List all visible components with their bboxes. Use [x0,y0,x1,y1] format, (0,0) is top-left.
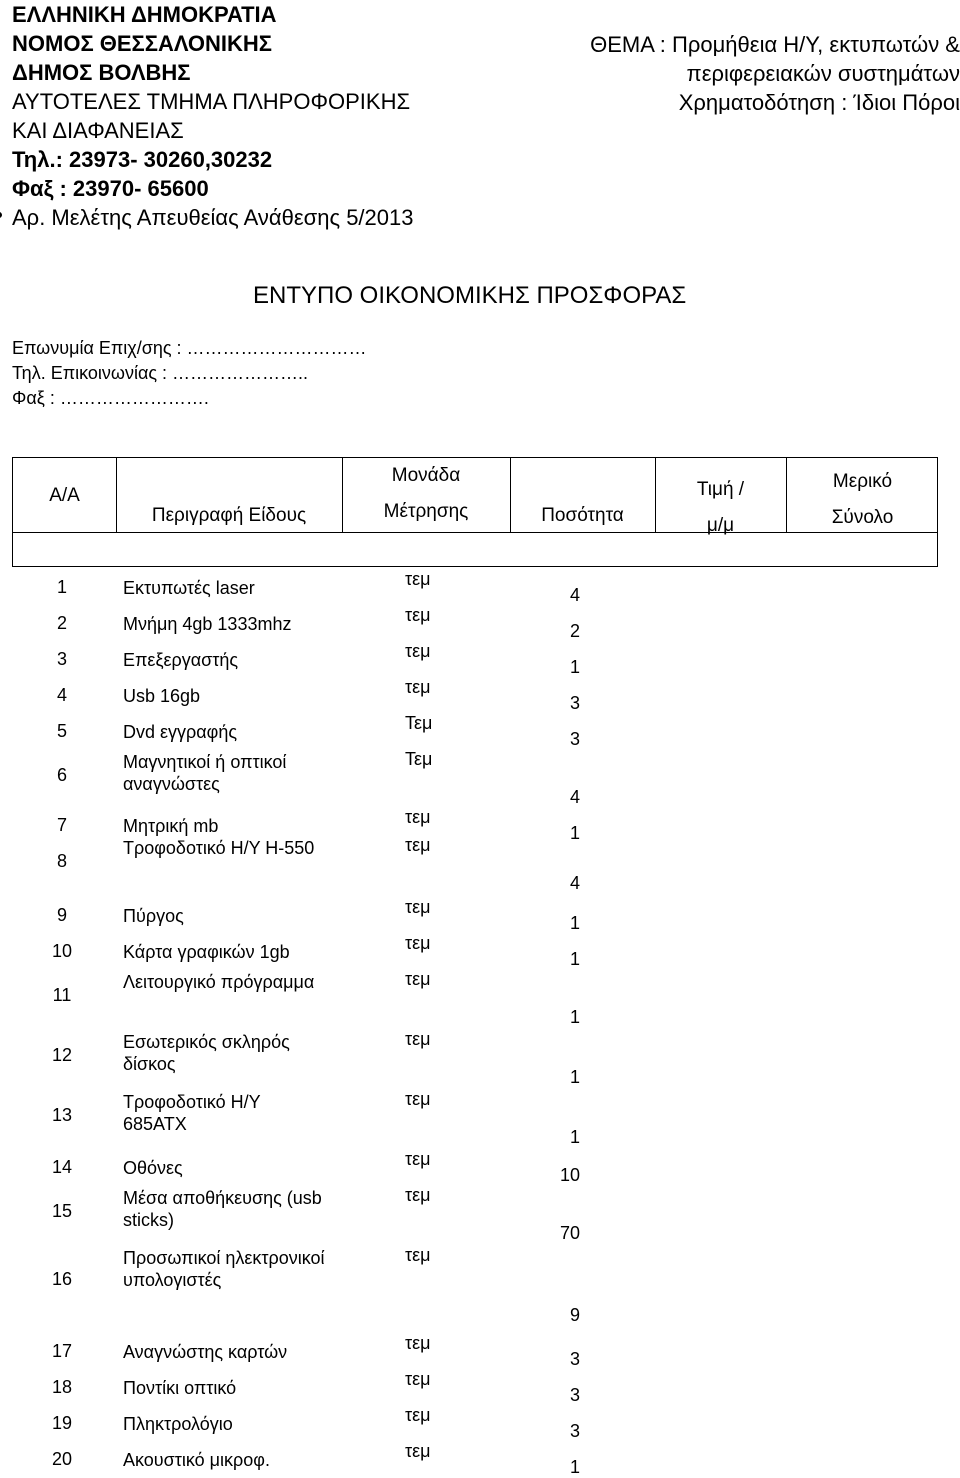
row-description: Επεξεργαστής [123,650,239,670]
header-total-line1: Μερικό [832,471,893,492]
row-number: 20 [51,1449,73,1469]
fax-field: Φαξ : ……………………. [12,388,209,408]
row-unit: τεμ [405,835,431,855]
header-total [786,464,939,536]
row-number: 1 [56,577,67,597]
header-line: ΔΗΜΟΣ ΒΟΛΒΗΣ [12,60,191,85]
header-quantity: Ποσότητα [541,505,624,526]
row-description: Τροφοδοτικό Η/Υ 685ATX [123,1092,261,1134]
row-quantity: 3 [569,1349,580,1369]
row-number: 5 [56,721,67,741]
header-right [500,30,960,117]
header-unit-line1: Μονάδα [391,465,461,486]
row-description: Πύργος [123,906,184,926]
row-quantity: 1 [569,1007,580,1027]
row-description: Αναγνώστης καρτών [123,1342,288,1362]
row-unit: τεμ [405,1369,431,1389]
table-header [12,457,938,567]
header-unit [342,458,510,530]
header-price-line2: μ/μ [706,515,735,536]
row-unit: Τεμ [405,713,433,733]
row-unit: τεμ [405,677,431,697]
row-unit: τεμ [405,1029,431,1049]
row-unit: τεμ [405,1245,431,1265]
header-line: ΚΑΙ ΔΙΑΦΑΝΕΙΑΣ [12,118,184,143]
row-number: 10 [51,941,73,961]
row-number: 19 [51,1413,73,1433]
row-unit: τεμ [405,1185,431,1205]
row-quantity: 1 [569,1457,580,1477]
header-line: ΝΟΜΟΣ ΘΕΣΣΑΛΟΝΙΚΗΣ [12,31,273,56]
row-quantity: 1 [569,657,580,677]
row-unit: τεμ [405,1089,431,1109]
row-number: 13 [51,1105,73,1125]
row-description: Εκτυπωτές laser [123,578,255,598]
row-number: 3 [56,649,67,669]
header-line: ΕΛΛΗΝΙΚΗ ΔΗΜΟΚΡΑΤΙΑ [12,2,277,27]
row-number: 11 [52,985,72,1005]
form-title: ΕΝΤΥΠΟ ΟΙΚΟΝΟΜΙΚΗΣ ΠΡΟΣΦΟΡΑΣ [253,282,687,309]
row-description: Εσωτερικός σκληρός δίσκος [123,1032,290,1074]
row-description: Usb 16gb [123,686,201,706]
row-description: Μητρική mb [123,816,219,836]
row-unit: τεμ [405,1149,431,1169]
header-description: Περιγραφή Είδους [151,505,307,526]
row-unit: τεμ [405,897,431,917]
row-description: Πληκτρολόγιο [123,1414,233,1434]
row-description: Ακουστικό μικροφ. [123,1450,270,1470]
row-unit: τεμ [405,969,431,989]
row-description: Μαγνητικοί ή οπτικοί αναγνώστες [123,752,287,794]
row-number: 16 [51,1269,73,1289]
row-description: Κάρτα γραφικών 1gb [123,942,290,962]
row-quantity: 70 [559,1223,580,1243]
subject-line: περιφερειακών συστημάτων [686,61,960,86]
row-unit: τεμ [405,1441,431,1461]
funding-line: Χρηματοδότηση : Ίδιοι Πόροι [678,90,960,115]
bullet-mark [0,212,2,218]
row-number: 15 [51,1201,73,1221]
row-quantity: 1 [569,949,580,969]
header-total-line2: Σύνολο [831,507,894,528]
row-unit: τεμ [405,605,431,625]
row-number: 9 [56,905,67,925]
row-number: 14 [51,1157,73,1177]
row-number: 7 [56,815,67,835]
row-quantity: 3 [569,1385,580,1405]
row-quantity: 4 [569,787,580,807]
row-number: 8 [56,851,67,871]
row-quantity: 3 [569,729,580,749]
row-description: Οθόνες [123,1158,183,1178]
row-number: 18 [51,1377,73,1397]
row-quantity: 4 [569,873,580,893]
row-unit: τεμ [405,933,431,953]
row-quantity: 3 [569,693,580,713]
row-unit: τεμ [405,807,431,827]
header-unit-line2: Μέτρησης [383,501,469,522]
row-description: Dvd εγγραφής [123,722,238,742]
subject-line: ΘΕΜΑ : Προμήθεια Η/Υ, εκτυπωτών & [590,32,960,57]
header-aa: Α/Α [49,485,80,506]
header-line: ΑΥΤΟΤΕΛΕΣ ΤΜΗΜΑ ΠΛΗΡΟΦΟΡΙΚΗΣ [12,89,411,114]
row-quantity: 4 [569,585,580,605]
row-number: 2 [56,613,67,633]
row-unit: τεμ [405,1405,431,1425]
row-unit: τεμ [405,1333,431,1353]
header-line: Αρ. Μελέτης Απευθείας Ανάθεσης 5/2013 [12,205,414,230]
row-number: 12 [51,1045,73,1065]
row-quantity: 1 [569,913,580,933]
header-line: Τηλ.: 23973- 30260,30232 [12,147,273,172]
row-description: Ποντίκι οπτικό [123,1378,237,1398]
header-price [655,472,786,544]
row-quantity: 3 [569,1421,580,1441]
header-line: Φαξ : 23970- 65600 [12,176,209,201]
row-unit: τεμ [405,641,431,661]
row-quantity: 1 [569,823,580,843]
phone-field: Τηλ. Επικοινωνίας : ………………….. [12,363,309,383]
row-description: Μνήμη 4gb 1333mhz [123,614,292,634]
row-quantity: 9 [569,1305,580,1325]
header-left [12,0,413,232]
company-field: Επωνυμία Επιχ/σης : ………………………… [12,338,367,358]
row-description: Τροφοδοτικό Η/Υ Η-550 [123,838,315,858]
row-unit: τεμ [405,569,431,589]
row-quantity: 1 [569,1067,580,1087]
header-price-line1: Τιμή / [696,479,745,500]
row-description: Μέσα αποθήκευσης (usb sticks) [123,1188,322,1230]
row-number: 4 [56,685,67,705]
row-description: Λειτουργικό πρόγραμμα [123,972,315,992]
row-number: 6 [56,765,67,785]
row-unit: Τεμ [405,749,433,769]
row-quantity: 1 [569,1127,580,1147]
row-quantity: 2 [569,621,580,641]
row-number: 17 [51,1341,73,1361]
row-quantity: 10 [559,1165,580,1185]
row-description: Προσωπικοί ηλεκτρονικοί υπολογιστές [123,1248,325,1290]
